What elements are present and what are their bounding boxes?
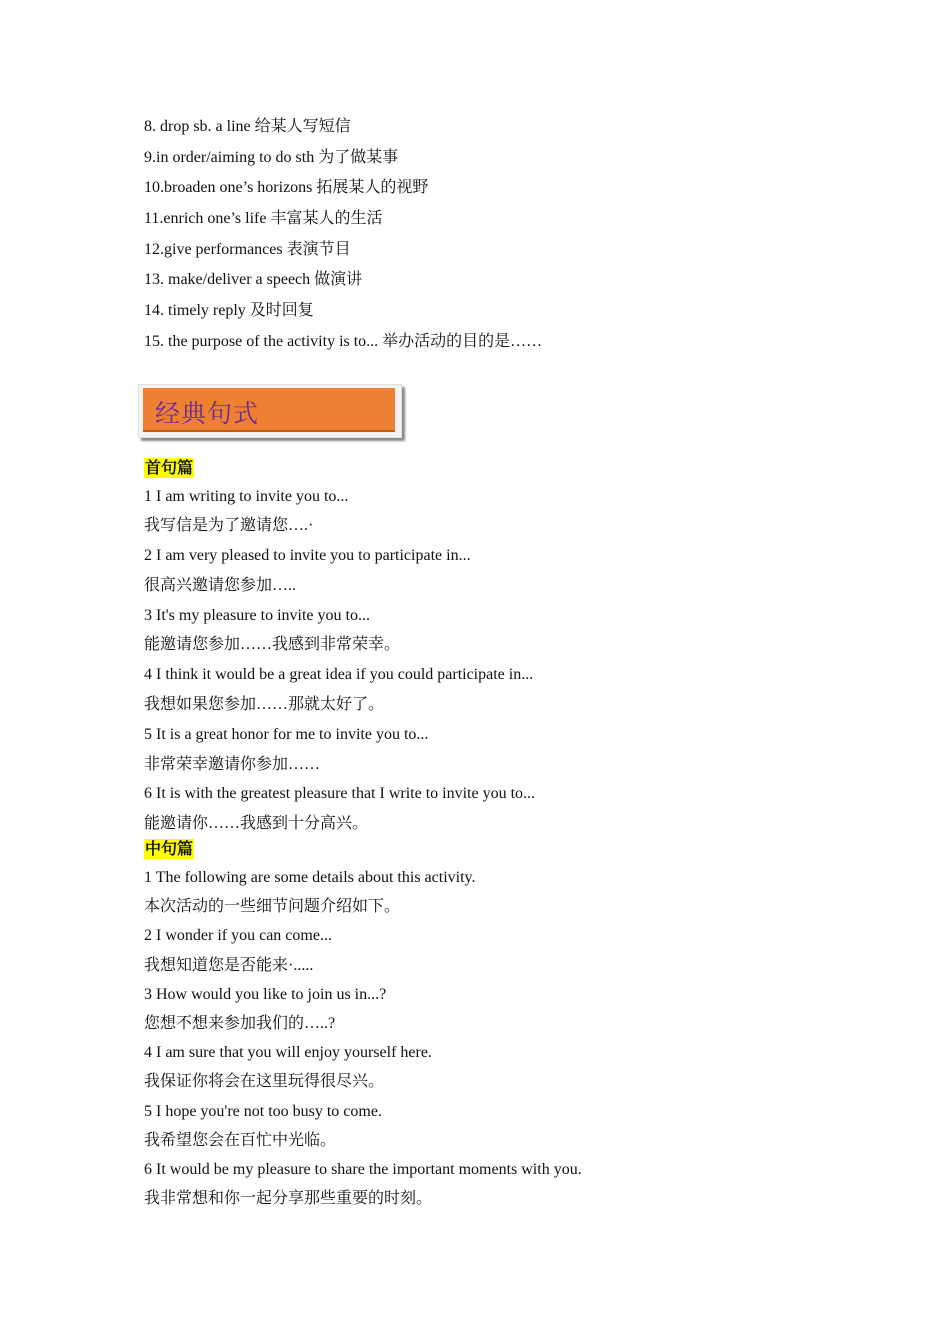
sentence-line: 我保证你将会在这里玩得很尽兴。 bbox=[144, 1073, 385, 1091]
sentence-line: 6 It would be my pleasure to share the important moments with you. bbox=[144, 1160, 582, 1178]
sentence-line: 5 I hope you're not too busy to come. bbox=[144, 1102, 382, 1120]
phrase-item: 14. timely reply 及时回复 bbox=[144, 302, 314, 320]
sentence-line: 4 I am sure that you will enjoy yourself here. bbox=[144, 1044, 432, 1062]
opening-section bbox=[144, 458, 864, 840]
sentence-line: 本次活动的一些细节问题介绍如下。 bbox=[144, 898, 401, 916]
document-page bbox=[144, 112, 864, 1213]
phrase-item: 10.broaden one’s horizons 拓展某人的视野 bbox=[144, 179, 429, 197]
sentence-line: 我非常想和你一起分享那些重要的时刻。 bbox=[144, 1190, 433, 1208]
middle-heading: 中句篇 bbox=[145, 839, 194, 859]
phrase-item: 12.give performances 表演节目 bbox=[144, 240, 351, 258]
opening-lines bbox=[144, 482, 864, 840]
phrase-item: 13. make/deliver a speech 做演讲 bbox=[144, 271, 363, 289]
sentence-line: 非常荣幸邀请你参加…… bbox=[144, 755, 321, 773]
phrase-list bbox=[144, 112, 864, 358]
phrase-item: 8. drop sb. a line 给某人写短信 bbox=[144, 118, 351, 135]
sentence-line: 3 It's my pleasure to invite you to... bbox=[144, 606, 370, 624]
phrase-item: 15. the purpose of the activity is to... 举办活动的目的是…… bbox=[144, 332, 543, 350]
phrase-item: 11.enrich one’s life 丰富某人的生活 bbox=[144, 210, 383, 228]
sentence-line: 能邀请您参加……我感到非常荣幸。 bbox=[144, 636, 401, 654]
sentence-line: 2 I wonder if you can come... bbox=[144, 927, 332, 945]
sentence-line: 1 I am writing to invite you to... bbox=[144, 487, 349, 505]
sentence-line: 4 I think it would be a great idea if you could participate in... bbox=[144, 666, 534, 684]
sentence-line: 我写信是为了邀请您….· bbox=[144, 517, 314, 535]
sentence-line: 我想如果您参加……那就太好了。 bbox=[144, 696, 385, 714]
sentence-line: 2 I am very pleased to invite you to participate in... bbox=[144, 547, 471, 565]
sentence-line: 1 The following are some details about this activity. bbox=[144, 869, 476, 887]
sentence-line: 很高兴邀请您参加….. bbox=[144, 576, 297, 594]
section-banner bbox=[138, 384, 400, 436]
sentence-line: 我想知道您是否能来·..... bbox=[144, 956, 314, 974]
sentence-line: 您想不想来参加我们的…..? bbox=[144, 1015, 336, 1032]
sentence-line: 6 It is with the greatest pleasure that I write to invite you to... bbox=[144, 785, 536, 803]
phrase-item: 9.in order/aiming to do sth 为了做某事 bbox=[144, 148, 399, 166]
sentence-line: 5 It is a great honor for me to invite you to... bbox=[144, 725, 429, 743]
sentence-line: 我希望您会在百忙中光临。 bbox=[144, 1131, 337, 1149]
sentence-line: 能邀请你……我感到十分高兴。 bbox=[144, 815, 369, 833]
banner-fill bbox=[143, 388, 395, 432]
sentence-line: 3 How would you like to join us in...? bbox=[144, 985, 387, 1003]
middle-lines bbox=[144, 863, 864, 1213]
opening-heading: 首句篇 bbox=[145, 457, 194, 477]
banner-title: 经典句式 bbox=[155, 398, 260, 428]
middle-section bbox=[144, 839, 864, 1213]
